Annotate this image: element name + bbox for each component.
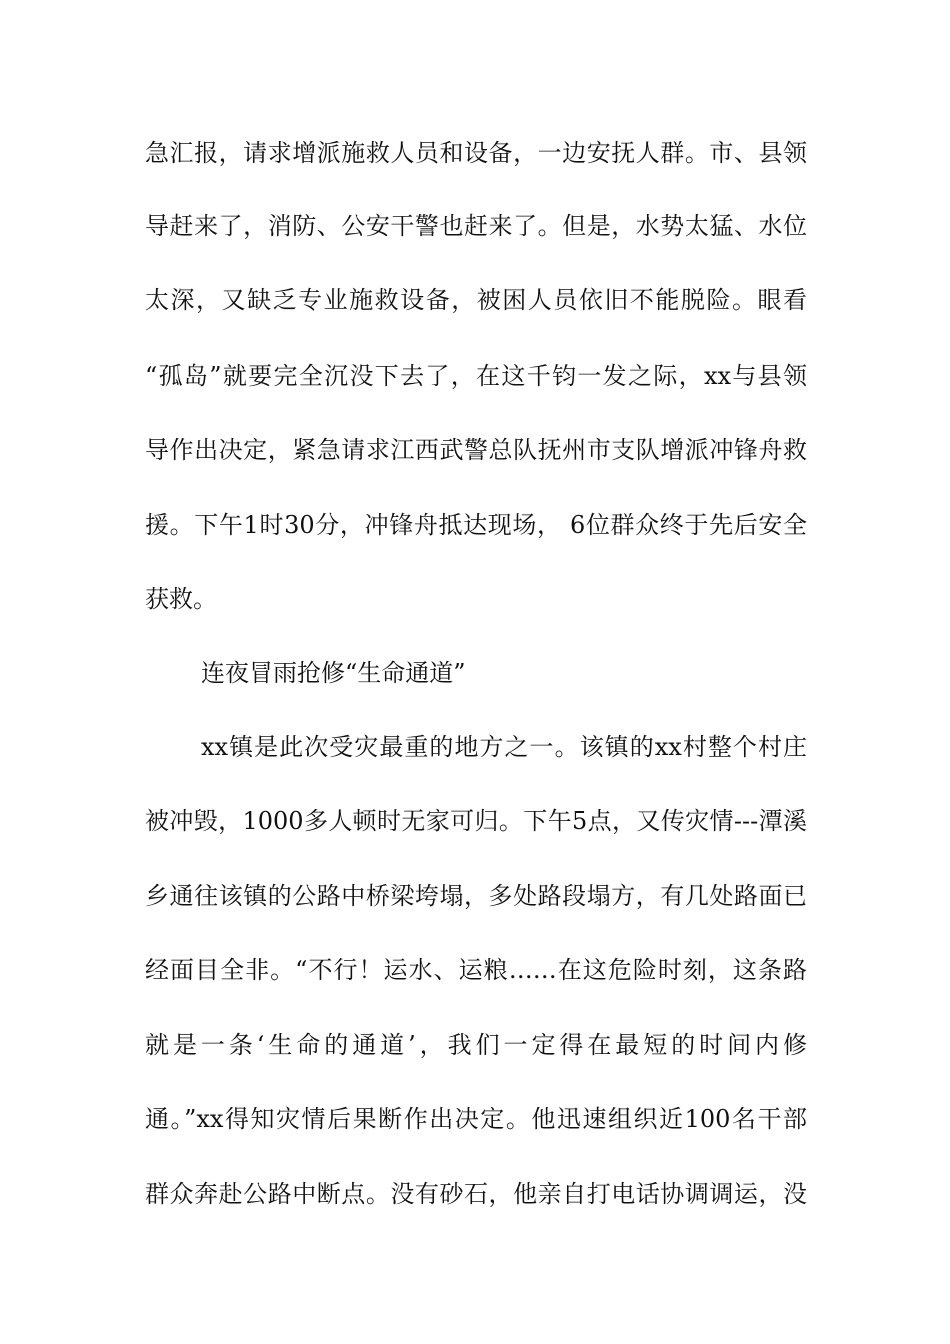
paragraph-line: 通。”xx得知灾情后果断作出决定。他迅速组织近100名干部 bbox=[145, 1105, 807, 1133]
paragraph-line: 被冲毁，1000多人顿时无家可归。下午5点，又传灾情---潭溪 bbox=[145, 807, 807, 835]
section-heading: 连夜冒雨抢修“生命通道” bbox=[201, 659, 466, 687]
paragraph-line: “孤岛”就要完全沉没下去了，在这千钧一发之际，xx与县领 bbox=[145, 362, 807, 390]
paragraph-line: 就是一条‘生命的通道’，我们一定得在最短的时间内修 bbox=[145, 1031, 807, 1059]
paragraph-line: xx镇是此次受灾最重的地方之一。该镇的xx村整个村庄 bbox=[201, 733, 807, 761]
paragraph-line: 太深，又缺乏专业施救设备，被困人员依旧不能脱险。眼看 bbox=[145, 286, 807, 314]
paragraph-line: 乡通往该镇的公路中桥梁垮塌，多处路段塌方，有几处路面已 bbox=[145, 882, 807, 910]
paragraph-line: 援。下午1时30分，冲锋舟抵达现场， 6位群众终于先后安全 bbox=[145, 511, 807, 539]
paragraph-line: 急汇报，请求增派施救人员和设备，一边安抚人群。市、县领 bbox=[145, 139, 807, 167]
paragraph-line: 导作出决定，紧急请求江西武警总队抚州市支队增派冲锋舟救 bbox=[145, 436, 807, 464]
paragraph-line: 导赶来了，消防、公安干警也赶来了。但是，水势太猛、水位 bbox=[145, 212, 807, 240]
paragraph-line: 经面目全非。“不行！运水、运粮……在这危险时刻，这条路 bbox=[145, 956, 807, 984]
paragraph-line: 群众奔赴公路中断点。没有砂石，他亲自打电话协调调运，没 bbox=[145, 1180, 807, 1208]
paragraph-line: 获救。 bbox=[145, 585, 217, 613]
